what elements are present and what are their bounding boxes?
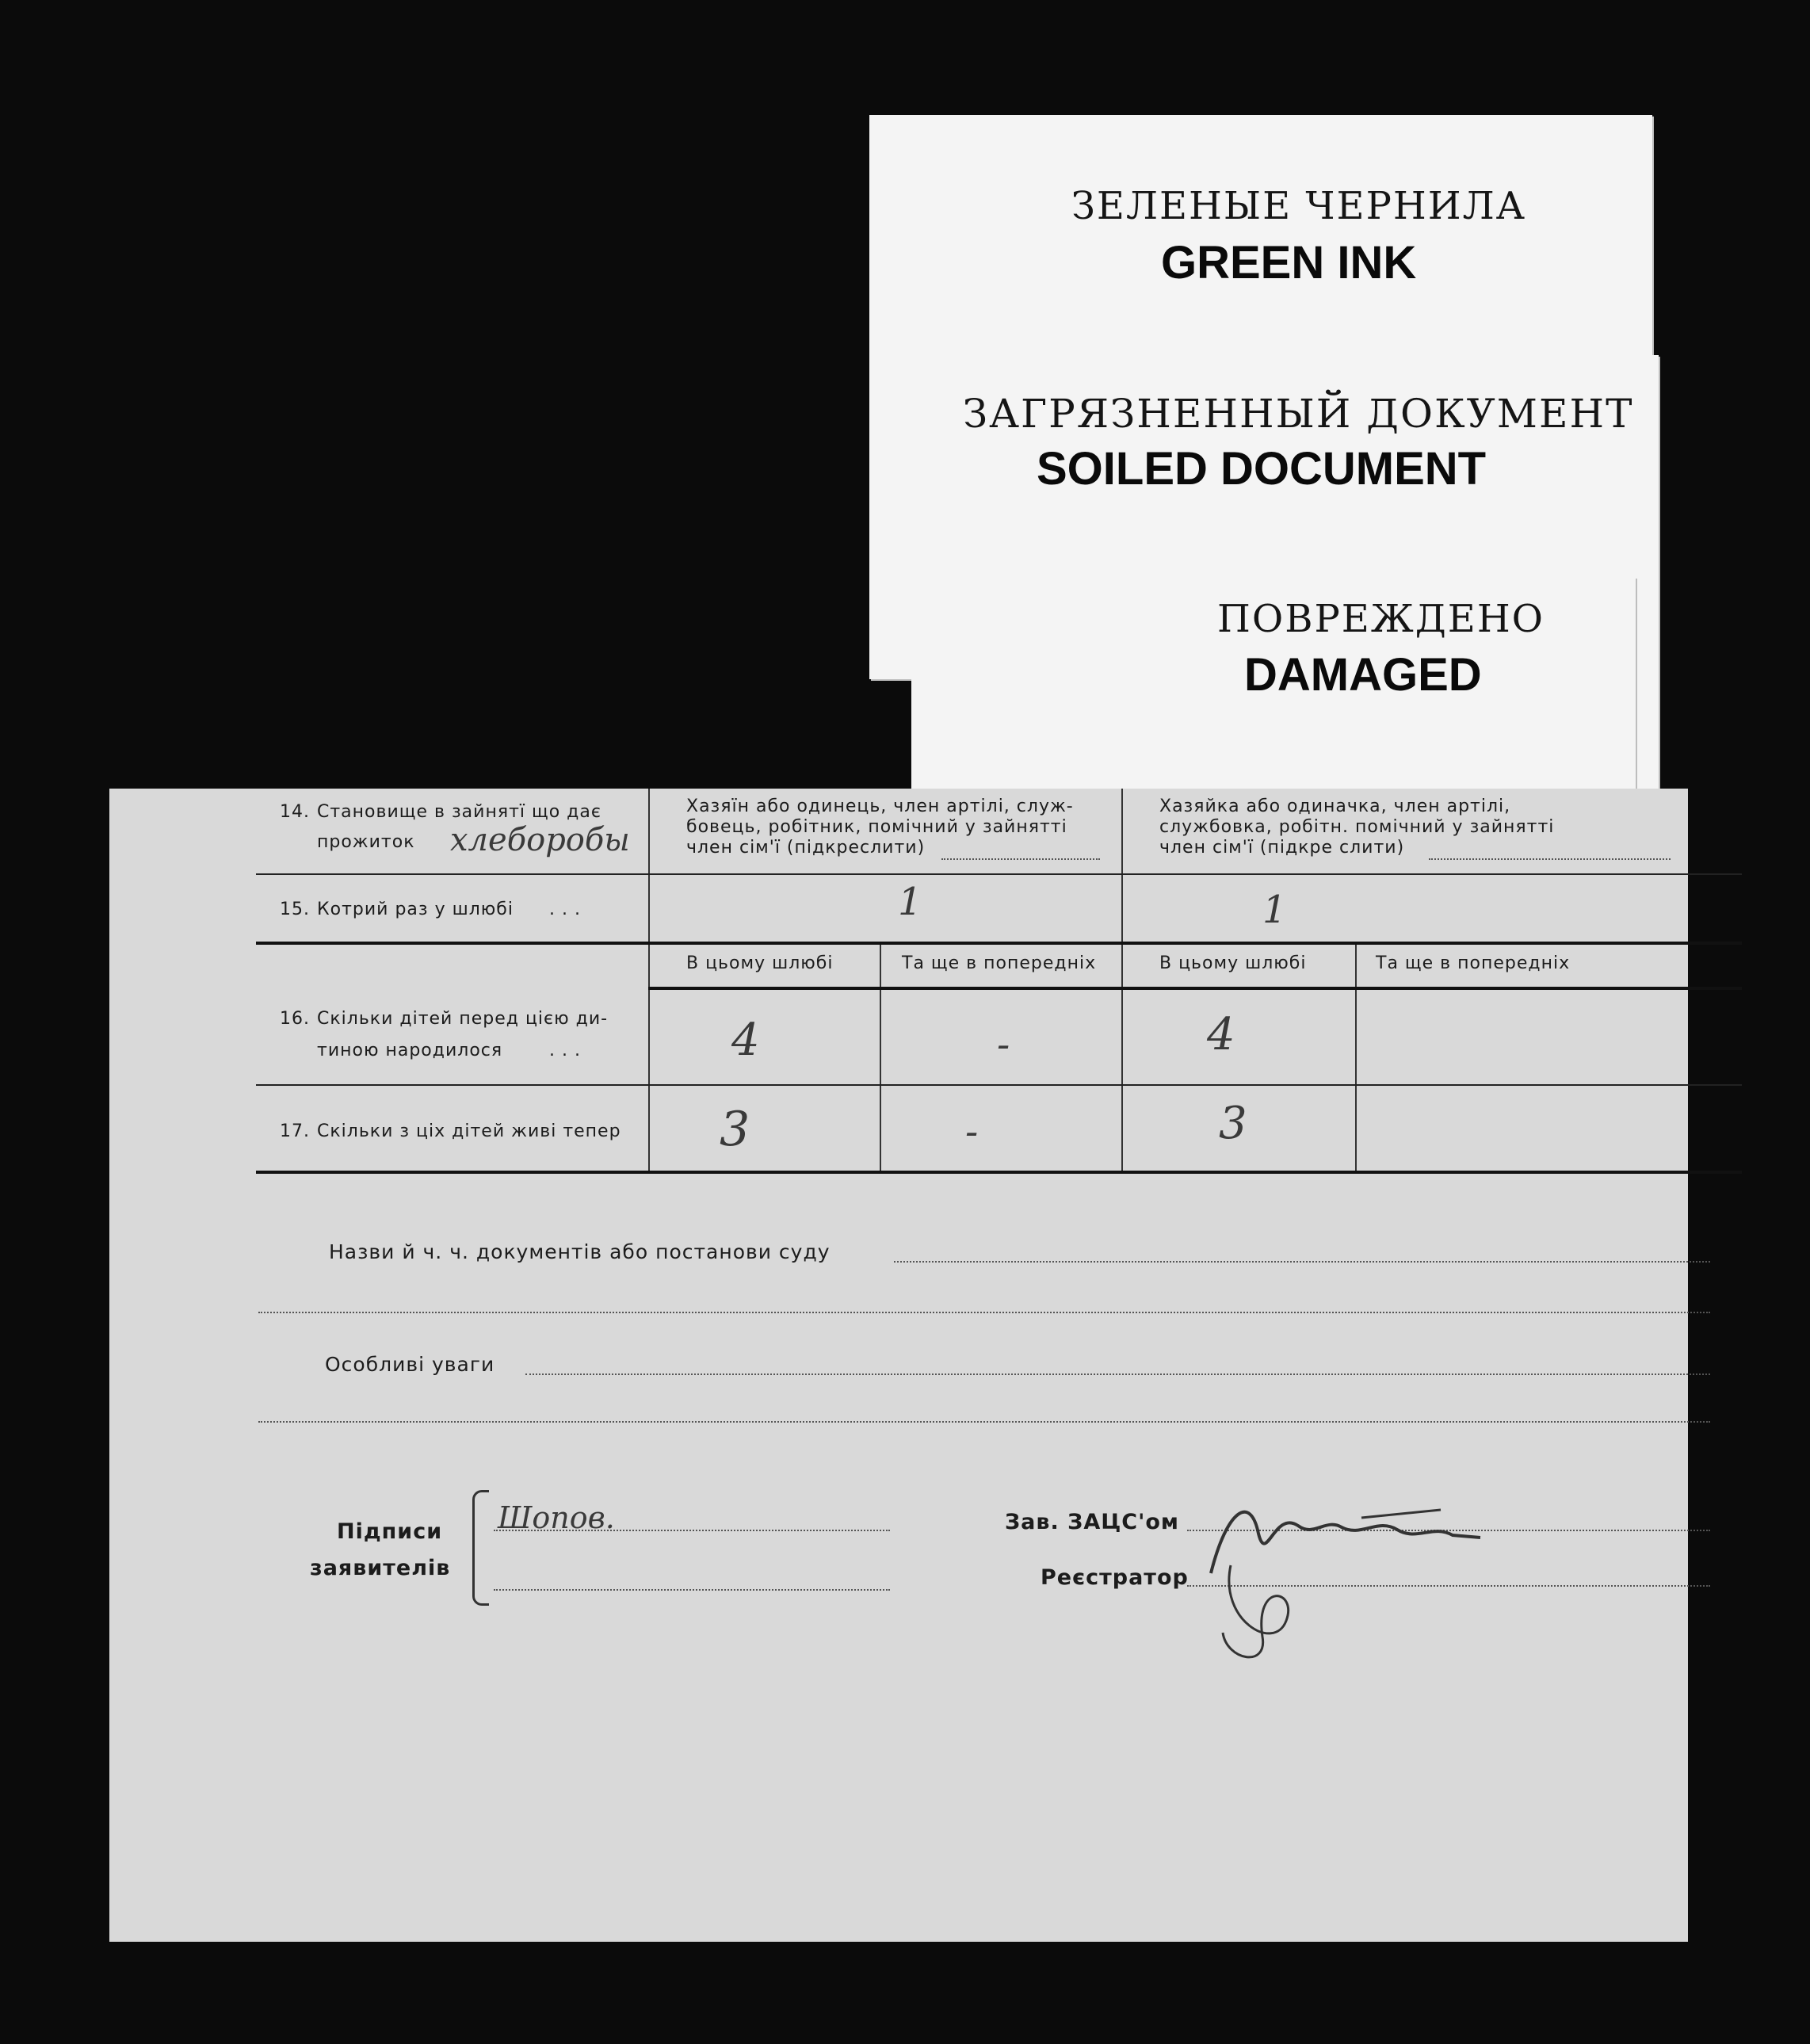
form-sheet — [109, 789, 1688, 1942]
row14-bride-line3: член сім'ї (підкре слити) — [1159, 838, 1405, 858]
row14-handwritten-occupation: хлеборобы — [450, 822, 630, 858]
row14-label-line2: прожиток — [317, 832, 415, 852]
column-divider-label — [648, 789, 650, 1173]
registrar-label: Реєстратор — [1041, 1565, 1189, 1590]
row14-bride-line1: Хазяйка або одиначка, член артілі, — [1159, 797, 1511, 816]
subheader-bottom-rule — [648, 987, 1742, 990]
applicant-signature-line-1 — [494, 1530, 890, 1531]
head-signature-scribble — [1179, 1462, 1575, 1668]
head-label: Зав. ЗАЦС'ом — [1005, 1510, 1179, 1534]
signatures-bracket — [472, 1490, 489, 1606]
applicant-signature: Шопов. — [498, 1500, 615, 1535]
row16-label-line1: Скільки дітей перед цією ди- — [317, 1009, 609, 1029]
row17-groom-previous: - — [965, 1110, 979, 1154]
row14-bottom-rule — [256, 873, 1742, 875]
damaged-en: DAMAGED — [1244, 649, 1482, 701]
row15-bride-value: 1 — [1262, 888, 1287, 932]
row16-bride-current: 4 — [1207, 1009, 1235, 1060]
damaged-tag — [911, 577, 1636, 807]
column-divider-bride-sub — [1355, 942, 1357, 1173]
notes-dotted-line-1 — [525, 1373, 1710, 1375]
row15-bottom-rule — [256, 942, 1742, 945]
documents-dotted-line-2 — [258, 1312, 1710, 1313]
row17-number: 17. — [280, 1121, 310, 1141]
signatures-label-line1: Підписи — [337, 1519, 443, 1544]
green-ink-ru: ЗЕЛЕНЫЕ ЧЕРНИЛА — [1071, 184, 1526, 228]
subheader-bride-current: В цьому шлюбі — [1159, 953, 1307, 973]
row15-groom-value: 1 — [898, 880, 922, 924]
soiled-document-en: SOILED DOCUMENT — [1037, 443, 1487, 495]
damaged-ru: ПОВРЕЖДЕНО — [1217, 597, 1545, 641]
documents-dotted-line-1 — [894, 1261, 1710, 1263]
row14-groom-line2: бовець, робітник, помічний у зайнятті — [686, 817, 1067, 837]
row17-label: Скільки з ціх дітей живі тепер — [317, 1121, 621, 1141]
row14-groom-line1: Хазяїн або одинець, член артілі, служ- — [686, 797, 1074, 816]
column-divider-bride — [1121, 789, 1123, 1173]
row14-number: 14. — [280, 802, 310, 822]
row14-groom-dotted-line — [941, 858, 1100, 860]
row16-leader-dots: . . . — [549, 1041, 581, 1060]
row17-bride-current: 3 — [1219, 1098, 1247, 1149]
row14-groom-line3: член сім'ї (підкреслити) — [686, 838, 926, 858]
subheader-groom-current: В цьому шлюбі — [686, 953, 834, 973]
subheader-bride-previous: Та ще в попередніх — [1376, 953, 1571, 973]
soiled-document-ru: ЗАГРЯЗНЕННЫЙ ДОКУМЕНТ — [963, 391, 1634, 437]
applicant-signature-line-2 — [494, 1589, 890, 1591]
row16-bottom-rule — [256, 1084, 1742, 1086]
documents-label: Назви й ч. ч. документів або постанови суду — [329, 1240, 831, 1263]
table-bottom-rule — [256, 1171, 1742, 1174]
column-divider-groom-sub — [880, 942, 881, 1173]
row16-groom-previous: - — [997, 1022, 1010, 1067]
row16-groom-current: 4 — [731, 1014, 760, 1066]
row15-label: Котрий раз у шлюбі — [317, 900, 514, 919]
subheader-groom-previous: Та ще в попередніх — [902, 953, 1097, 973]
row15-leader-dots: . . . — [549, 900, 581, 919]
notes-dotted-line-2 — [258, 1421, 1710, 1423]
row14-label-line1: Становище в зайнятї що дає — [317, 802, 601, 822]
row16-number: 16. — [280, 1009, 310, 1029]
signatures-label-line2: заявителів — [310, 1556, 451, 1580]
row16-label-line2: тиною народилося — [317, 1041, 503, 1060]
green-ink-en: GREEN INK — [1161, 237, 1417, 288]
row15-number: 15. — [280, 900, 310, 919]
row14-bride-dotted-line — [1429, 858, 1671, 860]
notes-label: Особливі уваги — [325, 1353, 495, 1376]
row17-groom-current: 3 — [720, 1102, 750, 1157]
row14-bride-line2: службовка, робітн. помічний у зайнятті — [1159, 817, 1555, 837]
